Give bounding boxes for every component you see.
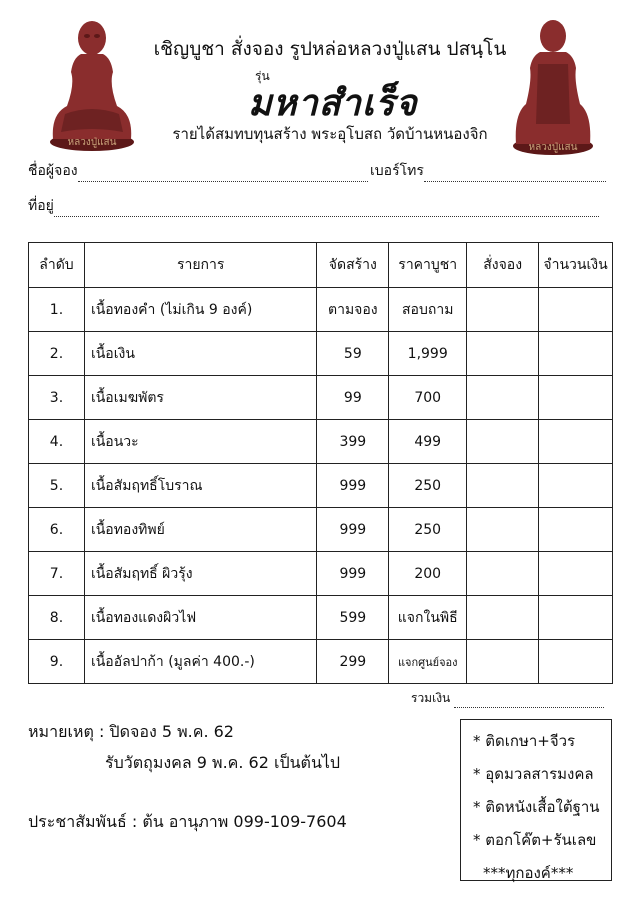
statue-right-base-text: หลวงปู่แสน [528, 142, 578, 153]
row-amount-cell[interactable] [539, 596, 613, 640]
row-item: เนื้อเมฆพัตร [84, 376, 316, 420]
total-label: รวมเงิน [411, 691, 451, 705]
table-header-row [29, 243, 613, 288]
row-order-cell[interactable] [467, 420, 539, 464]
row-item: เนื้อสัมฤทธิ์โบราณ [84, 464, 316, 508]
run-label: รุ่น [255, 69, 270, 83]
row-price: สอบถาม [389, 288, 467, 332]
table-row [29, 420, 613, 464]
feature-item: * อุดมวลสารมงคล [473, 765, 594, 783]
name-label: ชื่อผู้จอง [28, 163, 78, 179]
feature-item: * ติดหนังเสื้อใต้ฐาน [473, 798, 600, 816]
edition-name: มหาสำเร็จ [248, 83, 418, 124]
statue-left-base-text: หลวงปู่แสน [67, 137, 117, 148]
row-made: 999 [317, 552, 389, 596]
table-row [29, 332, 613, 376]
address-field [28, 195, 599, 217]
row-made: 599 [317, 596, 389, 640]
row-price: 250 [389, 464, 467, 508]
row-made: 999 [317, 464, 389, 508]
row-no: 4. [29, 420, 85, 464]
header-item: รายการ [84, 243, 316, 288]
order-table [28, 242, 613, 684]
row-made: ตามจอง [317, 288, 389, 332]
table-row [29, 464, 613, 508]
row-amount-cell[interactable] [539, 332, 613, 376]
table-row [29, 376, 613, 420]
note-line1: หมายเหตุ : ปิดจอง 5 พ.ค. 62 [28, 722, 234, 741]
total-field [411, 689, 604, 708]
header-price: ราคาบูชา [389, 243, 467, 288]
note-line2: รับวัตถุมงคล 9 พ.ค. 62 เป็นต้นไป [105, 753, 341, 772]
row-amount-cell[interactable] [539, 640, 613, 684]
row-amount-cell[interactable] [539, 288, 613, 332]
row-item: เนื้อทองคำ (ไม่เกิน 9 องค์) [84, 288, 316, 332]
table-row [29, 508, 613, 552]
row-no: 8. [29, 596, 85, 640]
row-no: 3. [29, 376, 85, 420]
row-order-cell[interactable] [467, 508, 539, 552]
row-order-cell[interactable] [467, 288, 539, 332]
phone-field [370, 160, 606, 182]
statue-left-image [45, 14, 140, 154]
contact-line: ประชาสัมพันธ์ : ต้น อานุภาพ 099-109-7604 [28, 812, 347, 831]
row-amount-cell[interactable] [539, 420, 613, 464]
row-order-cell[interactable] [467, 464, 539, 508]
row-item: เนื้อสัมฤทธิ์ ผิวรุ้ง [84, 552, 316, 596]
total-input-line[interactable] [454, 707, 604, 708]
address-label: ที่อยู่ [28, 198, 54, 214]
table-row [29, 552, 613, 596]
row-price: 700 [389, 376, 467, 420]
row-amount-cell[interactable] [539, 508, 613, 552]
row-no: 1. [29, 288, 85, 332]
row-made: 299 [317, 640, 389, 684]
row-price: 200 [389, 552, 467, 596]
row-item: เนื้อทองทิพย์ [84, 508, 316, 552]
name-input-line[interactable] [78, 181, 368, 182]
header-no: ลำดับ [29, 243, 85, 288]
name-field [28, 160, 368, 182]
row-item: เนื้ออัลปาก้า (มูลค่า 400.-) [84, 640, 316, 684]
row-made: 999 [317, 508, 389, 552]
row-order-cell[interactable] [467, 552, 539, 596]
row-made: 99 [317, 376, 389, 420]
row-made: 399 [317, 420, 389, 464]
row-made: 59 [317, 332, 389, 376]
row-price: 250 [389, 508, 467, 552]
table-row [29, 596, 613, 640]
row-item: เนื้อเงิน [84, 332, 316, 376]
title-line2: รายได้สมทบทุนสร้าง พระอุโบสถ วัดบ้านหนองจิก [172, 125, 488, 143]
row-price: 1,999 [389, 332, 467, 376]
row-amount-cell[interactable] [539, 464, 613, 508]
row-no: 5. [29, 464, 85, 508]
row-no: 6. [29, 508, 85, 552]
title-line1: เชิญบูชา สั่งจอง รูปหล่อหลวงปู่แสน ปสนฺโน [153, 38, 507, 60]
feature-item: ***ทุกองค์*** [483, 864, 574, 882]
row-order-cell[interactable] [467, 332, 539, 376]
header-made: จัดสร้าง [317, 243, 389, 288]
row-item: เนื้อทองแดงผิวไฟ [84, 596, 316, 640]
statue-right-image [508, 14, 598, 159]
phone-input-line[interactable] [424, 181, 606, 182]
row-item: เนื้อนวะ [84, 420, 316, 464]
row-price: 499 [389, 420, 467, 464]
row-no: 9. [29, 640, 85, 684]
phone-label: เบอร์โทร [370, 163, 424, 179]
table-row [29, 288, 613, 332]
row-no: 2. [29, 332, 85, 376]
address-input-line[interactable] [54, 216, 599, 217]
table-row [29, 640, 613, 684]
row-order-cell[interactable] [467, 640, 539, 684]
row-no: 7. [29, 552, 85, 596]
row-price: แจกในพิธี [389, 596, 467, 640]
row-order-cell[interactable] [467, 596, 539, 640]
features-box [460, 719, 612, 881]
header-amount: จำนวนเงิน [539, 243, 613, 288]
row-order-cell[interactable] [467, 376, 539, 420]
header-order: สั่งจอง [467, 243, 539, 288]
row-amount-cell[interactable] [539, 552, 613, 596]
row-price: แจกศูนย์จอง [389, 640, 467, 684]
feature-item: * ติดเกษา+จีวร [473, 732, 576, 750]
feature-item: * ตอกโค๊ต+รันเลข [473, 831, 597, 849]
row-amount-cell[interactable] [539, 376, 613, 420]
